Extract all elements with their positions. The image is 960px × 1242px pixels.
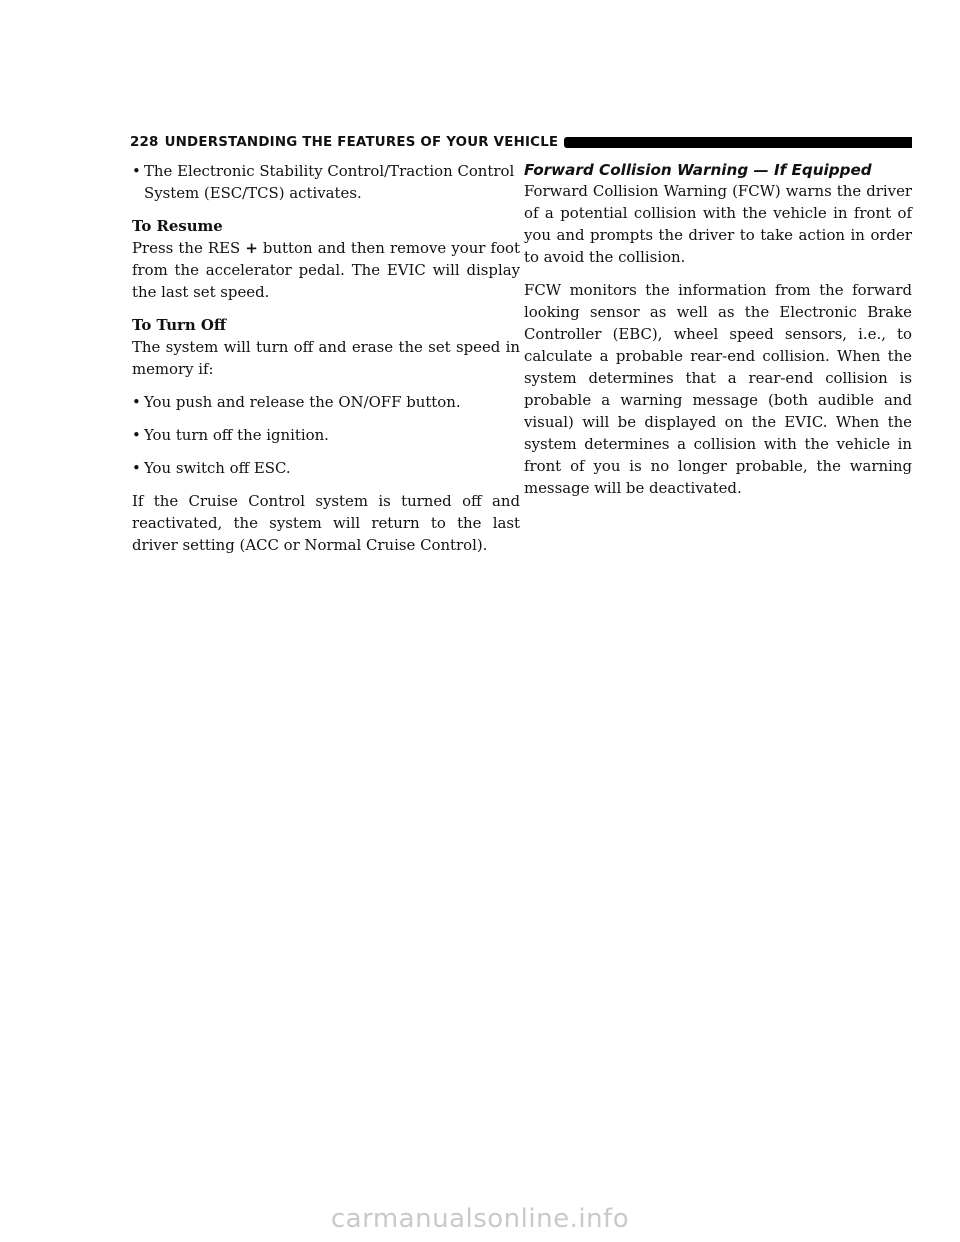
resume-plus: + — [245, 239, 258, 257]
resume-heading: To Resume — [132, 217, 223, 235]
bullet-text: You push and release the ON/OFF button. — [144, 393, 461, 411]
bullet-glyph: • — [132, 426, 141, 444]
header-text — [130, 135, 558, 150]
bullet-item-esc-off — [132, 457, 520, 479]
bullet-text: You switch off ESC. — [144, 459, 291, 477]
resume-paragraph — [132, 237, 520, 303]
bullet-glyph: • — [132, 459, 141, 477]
fcw-paragraph-2: FCW monitors the information from the forward looking sensor as well as the Electronic Brake Controller (EBC), wheel speed sensors, i.e., to calculate a probable rear-end collision. When the system determines that a rear-end collision is probable a warning message (both audible and visual) will be displayed on the EVIC. When the system determines a collision with the vehicle in front of you is no longer probable, the warning message will be deactivated. — [524, 281, 912, 497]
right-column — [524, 160, 912, 510]
page-number: 228 — [130, 134, 159, 150]
bullet-item-esc — [132, 160, 520, 204]
site-watermark: carmanualsonline.info — [330, 1204, 630, 1234]
bullet-glyph: • — [132, 162, 141, 180]
turnoff-heading: To Turn Off — [132, 316, 227, 334]
header-rule — [564, 137, 912, 148]
header-title: UNDERSTANDING THE FEATURES OF YOUR VEHICLE — [164, 134, 559, 150]
left-column — [132, 160, 520, 567]
reactivate-paragraph: If the Cruise Control system is turned off and reactivated, the system will return to the last driver setting (ACC or Normal Cruise Control). — [132, 492, 520, 554]
resume-text-prefix: Press the RES — [132, 239, 246, 257]
turnoff-paragraph: The system will turn off and erase the set speed in memory if: — [132, 338, 520, 378]
page-header — [130, 133, 912, 151]
bullet-item-onoff — [132, 391, 520, 413]
bullet-item-ignition — [132, 424, 520, 446]
resume-text-suffix: button and then remove your foot from the accelerator pedal. The EVIC will display the last set speed. — [132, 239, 520, 301]
bullet-glyph: • — [132, 393, 141, 411]
section-heading: Forward Collision Warning — If Equipped — [524, 161, 872, 179]
bullet-text: The Electronic Stability Control/Traction Control System (ESC/TCS) activates. — [144, 162, 515, 202]
fcw-paragraph-1: Forward Collision Warning (FCW) warns the driver of a potential collision with the vehicle in front of you and prompts the driver to take action in order to avoid the collision. — [524, 182, 912, 266]
bullet-text: You turn off the ignition. — [144, 426, 329, 444]
